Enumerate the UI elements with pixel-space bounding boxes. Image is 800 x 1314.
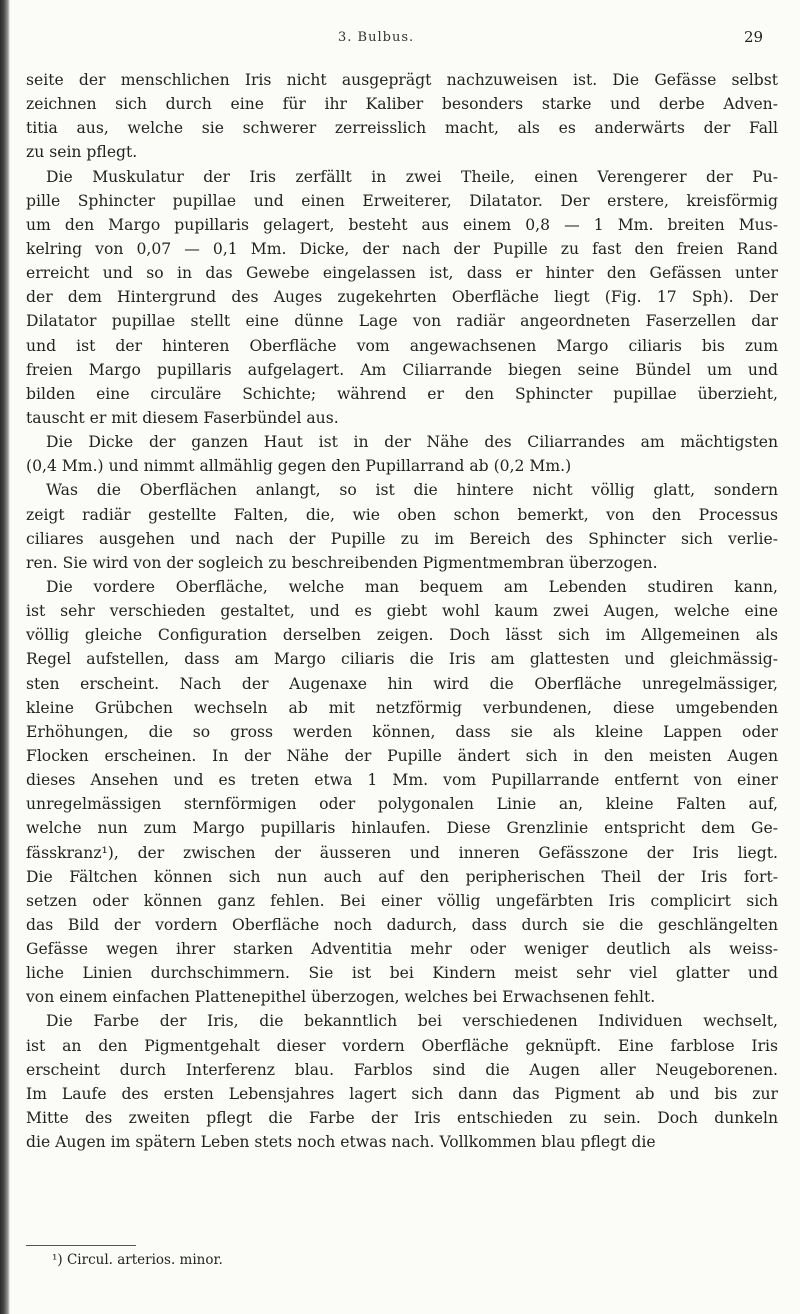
text-line: Erhöhungen, die so gross werden können, dass sie als kleine Lappen oder — [26, 722, 778, 741]
text-line: völlig gleiche Configuration derselben zeigen. Doch lässt sich im Allgemeinen als — [26, 626, 778, 645]
paragraph — [26, 68, 778, 165]
text-line: Im Laufe des ersten Lebensjahres lagert sich dann das Pigment ab und bis zur — [26, 1084, 778, 1103]
text-line: fässkranz¹), der zwischen der äusseren und inneren Gefässzone der Iris liegt. — [26, 843, 778, 862]
text-line: um den Margo pupillaris gelagert, besteht aus einem 0,8 — 1 Mm. breiten Mus- — [26, 215, 778, 234]
text-line: das Bild der vordern Oberfläche noch dadurch, dass durch sie die geschlängelten — [26, 915, 778, 934]
text-line: (0,4 Mm.) und nimmt allmählig gegen den Pupillarrand ab (0,2 Mm.) — [26, 457, 572, 476]
page-number: 29 — [744, 28, 764, 46]
text-line: Die Dicke der ganzen Haut ist in der Nähe des Ciliarrandes am mächtigsten — [46, 433, 778, 452]
text-line: unregelmässigen sternförmigen oder polygonalen Linie an, kleine Falten auf, — [26, 795, 778, 814]
text-line: Was die Oberflächen anlangt, so ist die hintere nicht völlig glatt, sondern — [46, 481, 778, 500]
text-line: freien Margo pupillaris aufgelagert. Am Ciliarrande biegen seine Bündel um und — [26, 360, 778, 379]
text-line: zeigt radiär gestellte Falten, die, wie oben schon bemerkt, von den Processus — [26, 505, 778, 524]
text-line: kelring von 0,07 — 0,1 Mm. Dicke, der nach der Pupille zu fast den freien Rand — [26, 239, 778, 258]
text-line: von einem einfachen Plattenepithel überzogen, welches bei Erwachsenen fehlt. — [26, 988, 656, 1007]
text-line: ist sehr verschieden gestaltet, und es giebt wohl kaum zwei Augen, welche eine — [26, 602, 778, 621]
text-line: bilden eine circuläre Schichte; während er den Sphincter pupillae überzieht, — [26, 384, 778, 403]
running-head: 3. Bulbus. — [338, 30, 415, 45]
text-line: erreicht und so in das Gewebe eingelassen ist, dass er hinter den Gefässen unter — [26, 264, 778, 283]
text-line: die Augen im spätern Leben stets noch etwas nach. Vollkommen blau pflegt die — [26, 1133, 656, 1152]
paragraph — [26, 575, 778, 1010]
footnote-divider — [26, 1245, 136, 1246]
text-line: Die Farbe der Iris, die bekanntlich bei verschiedenen Individuen wechselt, — [46, 1012, 778, 1031]
text-line: Regel aufstellen, dass am Margo ciliaris die Iris am glattesten und gleichmässig- — [26, 650, 778, 669]
text-line: Die vordere Oberfläche, welche man bequem am Lebenden studiren kann, — [46, 577, 778, 596]
text-line: erscheint durch Interferenz blau. Farblos sind die Augen aller Neugeborenen. — [26, 1060, 778, 1079]
text-line: kleine Grübchen wechseln ab mit netzförmig verbundenen, diese umgebenden — [26, 698, 778, 717]
text-line: ciliares ausgehen und nach der Pupille zu im Bereich des Sphincter sich verlie- — [26, 529, 778, 548]
text-line: liche Linien durchschimmern. Sie ist bei Kindern meist sehr viel glatter und — [26, 964, 778, 983]
page-header — [0, 28, 800, 52]
paragraph — [26, 165, 778, 431]
paragraph — [26, 430, 778, 478]
text-line: welche nun zum Margo pupillaris hinlaufen. Diese Grenzlinie entspricht dem Ge- — [26, 819, 778, 838]
text-line: pille Sphincter pupillae und einen Erweiterer, Dilatator. Der erstere, kreisförmig — [26, 191, 778, 210]
text-line: seite der menschlichen Iris nicht ausgeprägt nachzuweisen ist. Die Gefässe selbst — [26, 71, 778, 89]
text-line: der dem Hintergrund des Auges zugekehrten Oberfläche liegt (Fig. 17 Sph). Der — [26, 288, 778, 307]
text-line: ist an den Pigmentgehalt dieser vordern Oberfläche geknüpft. Eine farblose Iris — [26, 1036, 778, 1055]
text-line: setzen oder können ganz fehlen. Bei einer völlig ungefärbten Iris complicirt sich — [26, 891, 778, 910]
text-line: Flocken erscheinen. In der Nähe der Pupille ändert sich in den meisten Augen — [26, 746, 778, 765]
text-line: dieses Ansehen und es treten etwa 1 Mm. vom Pupillarrande entfernt von einer — [26, 771, 778, 790]
text-line: zu sein pflegt. — [26, 143, 138, 162]
book-binding-edge — [0, 0, 10, 1314]
paragraph — [26, 478, 778, 575]
text-line: Mitte des zweiten pflegt die Farbe der Iris entschieden zu sein. Doch dunkeln — [26, 1109, 778, 1128]
footnote: ¹) Circul. arterios. minor. — [52, 1252, 223, 1268]
text-line: Die Fältchen können sich nun auch auf den peripherischen Theil der Iris fort- — [26, 867, 778, 886]
text-line: ren. Sie wird von der sogleich zu beschreibenden Pigmentmembran überzogen. — [26, 553, 658, 572]
text-line: und ist der hinteren Oberfläche vom angewachsenen Margo ciliaris bis zum — [26, 336, 778, 355]
text-line: tauscht er mit diesem Faserbündel aus. — [26, 408, 339, 427]
text-line: titia aus, welche sie schwerer zerreisslich macht, als es anderwärts der Fall — [26, 119, 778, 138]
text-line: Gefässe wegen ihrer starken Adventitia mehr oder weniger deutlich als weiss- — [26, 940, 778, 959]
text-line: Dilatator pupillae stellt eine dünne Lage von radiär angeordneten Faserzellen dar — [26, 312, 778, 331]
text-line: Die Muskulatur der Iris zerfällt in zwei Theile, einen Verengerer der Pu- — [46, 167, 778, 186]
paragraph — [26, 1009, 778, 1154]
body-text — [26, 68, 778, 1154]
text-line: sten erscheint. Nach der Augenaxe hin wird die Oberfläche unregelmässiger, — [26, 674, 778, 693]
text-line: zeichnen sich durch eine für ihr Kaliber besonders starke und derbe Adven- — [26, 95, 778, 114]
